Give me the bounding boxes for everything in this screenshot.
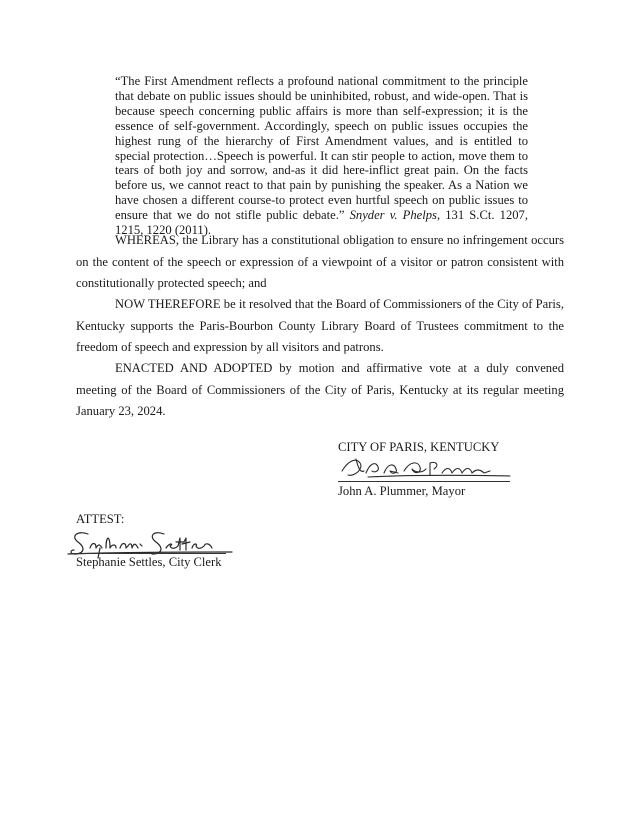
quote-text: “The First Amendment reflects a profound national commitment to the principle that debate on public issues should be uninhibited, robust, and wide-open. That is because speech concerning public affairs is more than self-expression; it is the essence of self-government. Accordingly, speech on public issues occupies the highest rung of the hierarchy of First Amendment values, and is entitled to special protection…Speech is powerful. It can stir people to action, move them to tears of both joy and sorrow, and-as it did here-inflict great pain. On the facts before us, we cannot react to that pain by punishing the speaker. As a Nation we have chosen a different course-to protect even hurtful speech on public issues to ensure that we do not stifle public debate.”	[115, 74, 528, 223]
mayor-name: John A. Plummer, Mayor	[338, 484, 466, 498]
mayor-signature-block	[338, 439, 538, 498]
city-name: CITY OF PARIS, KENTUCKY	[338, 440, 500, 454]
resolution-paragraph: NOW THEREFORE be it resolved that the Board of Commissioners of the City of Paris, Kentucky supports the Paris-Bourbon County Library Board of Trustees commitment to the freedom of speech and expression by all visitors and patrons.	[76, 297, 564, 355]
whereas-paragraph: WHEREAS, the Library has a constitutional obligation to ensure no infringement occurs on the content of the speech or expression of a viewpoint of a visitor or patron consistent with constitutionally protected speech; and	[76, 233, 564, 291]
clerk-signature-line	[76, 553, 226, 554]
enacted-paragraph: ENACTED AND ADOPTED by motion and affirmative vote at a duly convened meeting of the Board of Commissioners of the City of Paris, Kentucky at its regular meeting January 23, 2024.	[76, 361, 564, 419]
case-citation: , 131 S.Ct. 1207, 1215, 1220 (2011).	[115, 208, 528, 238]
case-name: Snyder v. Phelps	[349, 208, 437, 223]
clerk-name: Stephanie Settles, City Clerk	[76, 555, 222, 569]
mayor-signature-line	[338, 481, 510, 482]
block-quote	[115, 74, 528, 238]
attest-label: ATTEST:	[76, 512, 125, 526]
mayor-signature-image	[338, 449, 518, 483]
